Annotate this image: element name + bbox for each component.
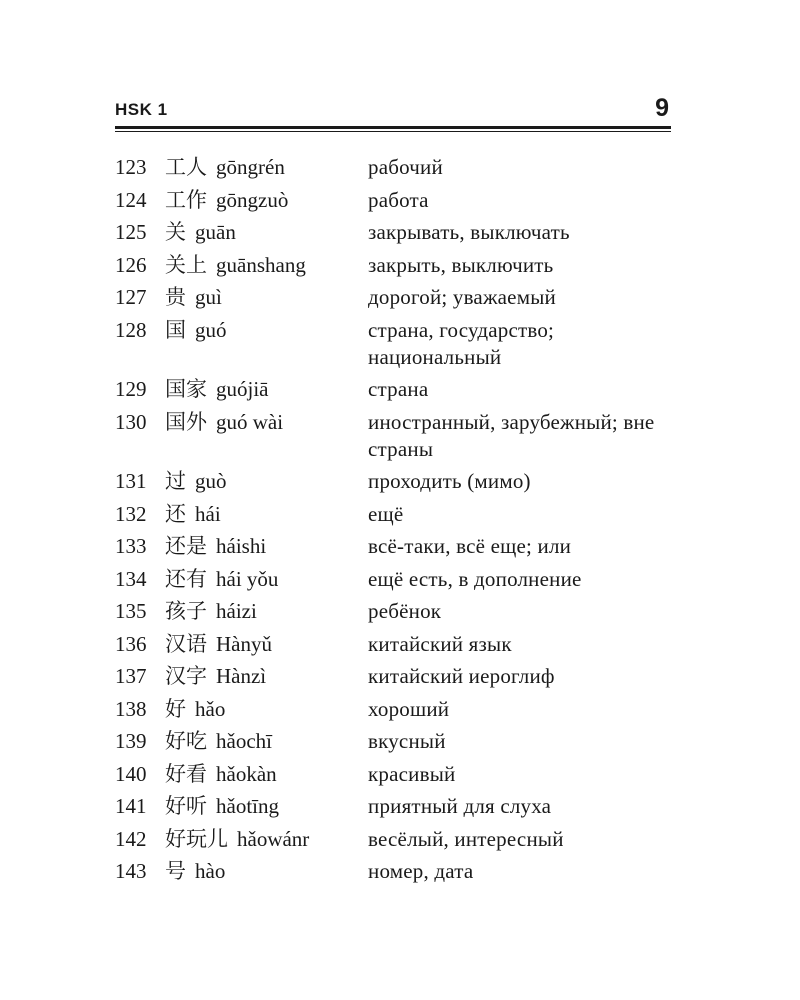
entry-number: 131 [115, 469, 147, 493]
vocabulary-entry [115, 376, 675, 403]
entry-hanzi: 贵 [165, 285, 186, 309]
header-rule-thin [115, 131, 671, 132]
page-number: 9 [655, 94, 669, 122]
header-rule [115, 126, 671, 129]
entry-number: 128 [115, 317, 147, 342]
entry-meaning: закрыть, выключить [368, 252, 554, 277]
entry-term [115, 663, 368, 690]
entry-term [115, 793, 368, 820]
entry-hanzi: 好吃 [165, 729, 207, 753]
entry-hanzi: 还 [165, 501, 186, 526]
entry-pinyin: hǎowánr [237, 826, 310, 851]
entry-pinyin: hái [195, 501, 221, 526]
entry-meaning: китайский иероглиф [368, 664, 555, 688]
entry-meaning: хороший [368, 696, 450, 721]
entry-number: 132 [115, 501, 147, 526]
entry-pinyin: hào [195, 859, 226, 883]
entry-meaning: вкусный [368, 729, 446, 753]
vocabulary-entry [115, 631, 675, 658]
entry-term [115, 219, 368, 246]
entry-number: 125 [115, 220, 147, 244]
vocabulary-entry [115, 317, 675, 371]
entry-term [115, 696, 368, 723]
entry-pinyin: hǎochī [216, 729, 272, 753]
entry-number: 133 [115, 534, 147, 558]
entry-meaning: страна [368, 377, 429, 401]
entry-pinyin: guì [195, 285, 222, 309]
vocabulary-entry [115, 252, 675, 279]
entry-pinyin: guójiā [216, 377, 269, 401]
vocabulary-entry [115, 409, 675, 463]
entry-hanzi: 还是 [165, 534, 207, 558]
entry-number: 129 [115, 377, 147, 401]
entry-hanzi: 工作 [165, 187, 207, 212]
entry-term [115, 533, 368, 560]
entry-meaning: всё-таки, всё еще; или [368, 534, 572, 558]
entry-hanzi: 工人 [165, 155, 207, 179]
entry-term [115, 566, 368, 593]
entry-number: 141 [115, 794, 147, 818]
entry-hanzi: 好听 [165, 794, 207, 818]
entry-term [115, 631, 368, 658]
entry-term [115, 376, 368, 403]
entry-hanzi: 关 [165, 220, 186, 244]
entry-meaning: проходить (мимо) [368, 469, 531, 493]
entry-meaning: красивый [368, 761, 456, 786]
entry-hanzi: 还有 [165, 566, 207, 591]
vocabulary-list [115, 154, 675, 891]
entry-term [115, 187, 368, 214]
entry-meaning: рабочий [368, 155, 443, 179]
entry-meaning: ещё [368, 501, 404, 526]
entry-pinyin: háizi [216, 599, 257, 623]
vocabulary-entry [115, 566, 675, 593]
vocabulary-entry [115, 663, 675, 690]
entry-meaning: иностранный, зарубежный; вне страны [368, 409, 655, 461]
entry-number: 138 [115, 696, 147, 721]
entry-hanzi: 国家 [165, 377, 207, 401]
entry-hanzi: 关上 [165, 252, 207, 277]
entry-term [115, 252, 368, 279]
entry-pinyin: guānshang [216, 252, 306, 277]
entry-term [115, 317, 368, 344]
entry-meaning: ещё есть, в дополнение [368, 566, 582, 591]
entry-meaning: закрывать, выключать [368, 220, 570, 244]
entry-number: 135 [115, 599, 147, 623]
entry-hanzi: 过 [165, 469, 186, 493]
vocabulary-entry [115, 284, 675, 311]
vocabulary-entry [115, 728, 675, 755]
entry-meaning: приятный для слуха [368, 794, 552, 818]
entry-meaning: китайский язык [368, 631, 512, 656]
entry-meaning: ребёнок [368, 599, 442, 623]
entry-meaning: номер, дата [368, 859, 474, 883]
entry-hanzi: 好玩儿 [165, 826, 228, 851]
entry-hanzi: 汉字 [165, 664, 207, 688]
entry-pinyin: háishi [216, 534, 267, 558]
entry-number: 140 [115, 761, 147, 786]
entry-hanzi: 好看 [165, 761, 207, 786]
page-header [115, 96, 671, 126]
vocabulary-entry [115, 501, 675, 528]
entry-pinyin: guó [195, 317, 227, 342]
vocabulary-entry [115, 533, 675, 560]
vocabulary-entry [115, 761, 675, 788]
entry-pinyin: hái yǒu [216, 566, 279, 591]
entry-hanzi: 汉语 [165, 631, 207, 656]
entry-term [115, 858, 368, 885]
entry-hanzi: 国外 [165, 409, 207, 434]
entry-number: 136 [115, 631, 147, 656]
entry-term [115, 761, 368, 788]
entry-hanzi: 国 [165, 317, 186, 342]
vocabulary-entry [115, 219, 675, 246]
entry-number: 134 [115, 566, 147, 591]
entry-term [115, 826, 368, 853]
entry-number: 137 [115, 664, 147, 688]
entry-pinyin: hǎotīng [216, 794, 279, 818]
vocabulary-entry [115, 793, 675, 820]
entry-pinyin: Hànzì [216, 664, 267, 688]
entry-pinyin: gōngrén [216, 155, 285, 179]
entry-term [115, 598, 368, 625]
entry-number: 143 [115, 859, 147, 883]
vocabulary-entry [115, 468, 675, 495]
entry-hanzi: 好 [165, 696, 186, 721]
entry-term [115, 409, 368, 436]
header-title: HSK 1 [115, 100, 168, 119]
entry-pinyin: hǎo [195, 696, 226, 721]
entry-number: 126 [115, 252, 147, 277]
vocabulary-entry [115, 154, 675, 181]
entry-number: 139 [115, 729, 147, 753]
entry-number: 124 [115, 187, 147, 212]
vocabulary-entry [115, 187, 675, 214]
entry-hanzi: 号 [165, 859, 186, 883]
vocabulary-entry [115, 858, 675, 885]
vocabulary-entry [115, 826, 675, 853]
entry-meaning: весёлый, интересный [368, 826, 564, 851]
entry-hanzi: 孩子 [165, 599, 207, 623]
entry-number: 127 [115, 285, 147, 309]
entry-number: 123 [115, 155, 147, 179]
entry-pinyin: hǎokàn [216, 761, 277, 786]
entry-term [115, 284, 368, 311]
entry-meaning: страна, государство; национальный [368, 317, 555, 369]
vocabulary-entry [115, 598, 675, 625]
entry-pinyin: Hànyǔ [216, 631, 272, 656]
vocabulary-entry [115, 696, 675, 723]
entry-meaning: дорогой; уважаемый [368, 285, 556, 309]
entry-number: 142 [115, 826, 147, 851]
entry-pinyin: gōngzuò [216, 187, 289, 212]
entry-meaning: работа [368, 187, 429, 212]
entry-number: 130 [115, 409, 147, 434]
entry-term [115, 728, 368, 755]
entry-pinyin: guān [195, 220, 236, 244]
entry-term [115, 501, 368, 528]
entry-pinyin: guò [195, 469, 227, 493]
entry-term [115, 468, 368, 495]
entry-pinyin: guó wài [216, 409, 284, 434]
entry-term [115, 154, 368, 181]
